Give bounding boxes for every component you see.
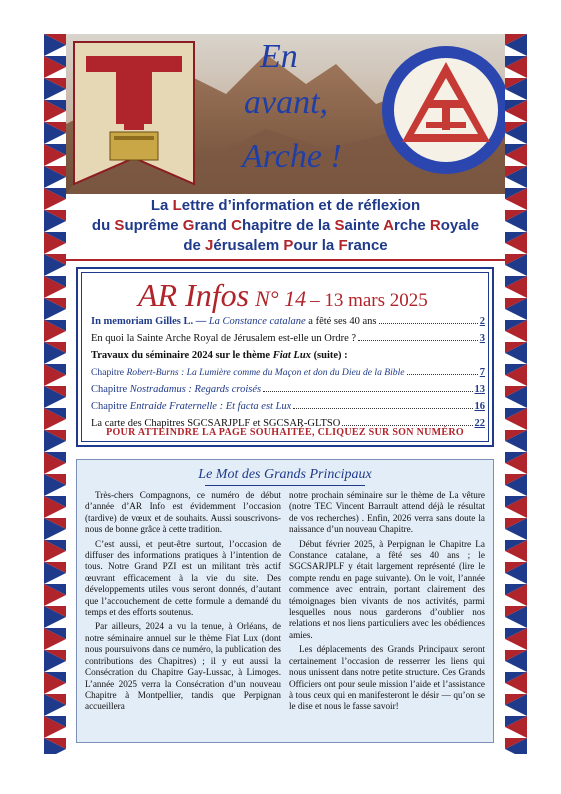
toc-entry-carte[interactable]: La carte des Chapitres SGCSARJPLF et SGCSAR-GLTSO 22 (91, 415, 485, 432)
issue-heading (138, 277, 428, 314)
toc-instruction: POUR ATTEINDRE LA PAGE SOUHAITÉE, CLIQUEZ SUR SON NUMÉRO (106, 427, 464, 438)
toc-entry-nostradamus[interactable]: Chapitre Nostradamus : Regards croisés 13 (91, 381, 485, 398)
page-link[interactable]: 13 (474, 384, 485, 395)
right-decorative-border (505, 34, 527, 754)
title-line-3: Arche ! (242, 138, 342, 175)
editorial-title-rule (205, 485, 365, 486)
editorial-column-right (289, 490, 485, 716)
subtitle-line-1: La Lettre d’information et de réflexion (150, 197, 421, 214)
page-link[interactable]: 16 (474, 401, 485, 412)
paragraph: Les déplacements des Grands Principaux seront certainement l’occasion de resserrer les liens qui nous unissent dans notre petite structure. Ces Grands Officiers ont pour seule mission l’aide et l’assistance à tous ceux qui en manifesteront le désir — qu’on se le dise et nous le fasse savoir! (289, 644, 485, 712)
page-link[interactable]: 22 (474, 418, 485, 429)
newsletter-subtitle (66, 196, 505, 256)
page-link[interactable]: 3 (479, 333, 485, 344)
paragraph: Par ailleurs, 2024 a vu la tenue, à Orléans, de notre séminaire annuel sur le thème Fiat Lux (dont nous poursuivons dans ce numéro, la publication des contributions des Chapitres) ; il y eut aussi la Consécration du Chapitre Gay-Lussac, à Limoges. L’année 2025 verra la Consécration d’un nouveau Chapitre à Montpellier, tandis que Perpignan accueillera (85, 621, 281, 712)
paragraph: notre prochain séminaire sur le thème de La vêture (notre TEC Vincent Barrault attend déjà le résultat de vos recherches) . Enfin, 2026 verra sans doute la naissance d’un nouveau Chapitre. (289, 490, 485, 535)
toc-entry-robert-burns[interactable]: Chapitre Robert-Burns : La Lumière comme du Maçon et don du Dieu de la Bible 7 (91, 364, 485, 381)
header-divider (66, 259, 505, 261)
toc-entry-in-memoriam[interactable]: In memoriam Gilles L. — La Constance catalane a fêté ses 40 ans 2 (91, 313, 485, 330)
table-of-contents (76, 267, 494, 447)
paragraph: Très-chers Compagnons, ce numéro de début d’année d’AR Info est évidemment l’occasion (tardive) de vœux et de souhaits. Aussi souscrivons-nous de bonne grâce à cette tradition. (85, 490, 281, 535)
toc-entry-ordre[interactable]: En quoi la Sainte Arche Royal de Jérusalem est-elle un Ordre ? 3 (91, 330, 485, 347)
toc-entry-entraide[interactable]: Chapitre Entraide Fraternelle : Et facta est Lux 16 (91, 398, 485, 415)
toc-list (91, 313, 485, 432)
editorial-box (76, 459, 494, 743)
issue-number: N° 14 (255, 286, 307, 311)
toc-section-seminaire: Travaux du séminaire 2024 sur le thème Fiat Lux (suite) : (91, 350, 348, 361)
title-line-1: En (260, 38, 298, 75)
masthead (66, 34, 505, 194)
issue-date: – 13 mars 2025 (310, 290, 428, 311)
paragraph: Début février 2025, à Perpignan le Chapitre La Constance catalane, a fêté ses 40 ans ; le SGCSARJPLF y était largement représenté (lire le compte rendu en page suivante). On le voit, l’année commence avec entrain, portant clairement des témoignages bien vivants de nos activités, parmi lesquelles nous nous garderons d’oublier nos relations et nos liens particuliers avec les obédiences amies. (289, 538, 485, 640)
page-link[interactable]: 7 (479, 367, 485, 378)
left-decorative-border (44, 34, 66, 754)
issue-title: AR Infos (138, 277, 250, 313)
paragraph: C’est aussi, et peut-être surtout, l’occasion de diffuser des informations pratiques à l’intention de tous. Notre Grand PZI est un militant très actif œuvrant efficacement à la vie du site. Des développements utiles vous seront donnés, d’autant que l’accouchement de cette formule a demandé du temps et des efforts soutenus. (85, 538, 281, 618)
page-link[interactable]: 2 (479, 316, 485, 327)
editorial-column-left (85, 490, 281, 716)
triple-tau-emblem (382, 46, 505, 174)
title-line-2: avant, (244, 84, 329, 121)
subtitle-line-3: de Jérusalem Pour la France (183, 237, 388, 254)
editorial-title: Le Mot des Grands Principaux (198, 467, 372, 482)
subtitle-line-2: du Suprême Grand Chapitre de la Sainte Arche Royale (91, 217, 480, 234)
